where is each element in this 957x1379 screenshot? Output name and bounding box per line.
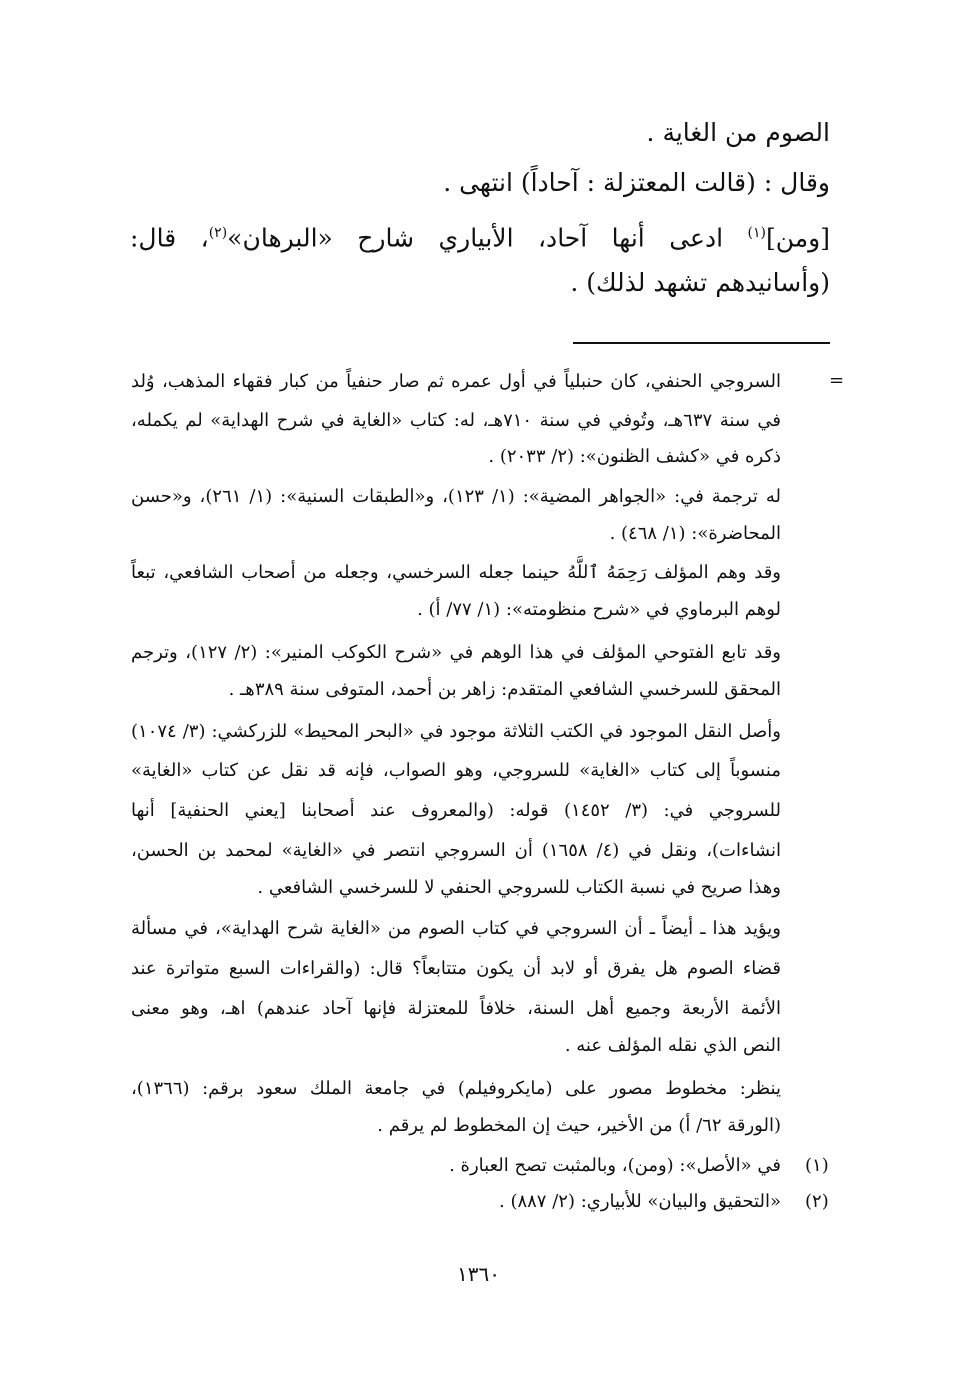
footnote-line: السروجي الحنفي، كان حنبلياً في أول عمره ثم صار حنفياً من كبار فقهاء المذهب، وُلد [131,371,781,392]
footnote-line: ينظر: مخطوط مصور على (مايكروفيلم) في جامعة الملك سعود برقم: (١٣٦٦)، [131,1078,781,1099]
footnote-line: قضاء الصوم هل يفرق أو لابد أن يكون متتابعاً؟ قال: (والقراءات السبع متواترة عند [131,958,781,979]
footnote-line: وهذا صريح في نسبة الكتاب للسروجي الحنفي لا للسرخسي الشافعي . [257,877,781,898]
page-number: ١٣٦٠ [457,1262,500,1286]
main-line-4: (وأسانيدهم تشهد لذلك) . [570,268,830,297]
note-text-1: في «الأصل»: (ومن)، وبالمثبت تصح العبارة . [449,1155,781,1176]
footnote-line: لوهم البرماوي في «شرح منظومته»: (١/ ٧٧/ أ) . [417,599,781,620]
note-number-2: (٢) [805,1191,829,1212]
footnote-line: له ترجمة في: «الجواهر المضية»: (١/ ١٢٣)، و«الطبقات السنية»: (١/ ٢٦١)، و«حسن [131,486,782,507]
footnote-line: الأئمة الأربعة وجميع أهل السنة، خلافاً للمعتزلة فإنها آحاد عندهم) اهـ، وهو معنى [131,998,781,1019]
footnote-line: انشاءات)، ونقل في (٤/ ١٦٥٨) أن السروجي انتصر في «الغاية» لمحمد بن الحسن، [131,840,782,861]
footnote-line: ذكره في «كشف الظنون»: (٢/ ٢٠٣٣) . [488,446,781,467]
continuation-mark: = [829,370,845,391]
footnote-line: للسروجي في: (٣/ ١٤٥٢) قوله: (والمعروف عند أصحابنا [يعني الحنفية] أنها [131,800,781,821]
footnote-line: المحقق للسرخسي الشافعي المتقدم: زاهر بن أحمد، المتوفى سنة ٣٨٩هـ . [228,679,781,700]
footnote-ref-2: (٢) [208,225,228,241]
footnote-line: وأصل النقل الموجود في الكتب الثلاثة موجود في «البحر المحيط» للزركشي: (٣/ ١٠٧٤) [131,721,781,742]
main-line-2: وقال : (قالت المعتزلة : آحاداً) انتهى . [443,168,830,197]
footnote-line: وقد تابع الفتوحي المؤلف في هذا الوهم في «شرح الكوكب المنير»: (٢/ ١٢٧)، وترجم [131,642,781,663]
footnote-line: في سنة ٦٣٧هـ، وتُوفي في سنة ٧١٠هـ، له: كتاب «الغاية في شرح الهداية» لم يكمله، [131,410,781,431]
main-line-1: الصوم من الغاية . [646,118,830,147]
footnote-line: النص الذي نقله المؤلف عنه . [564,1035,781,1056]
main-line-3-end: ، قال: [130,223,209,253]
note-text-2: «التحقيق والبيان» للأبياري: (٢/ ٨٨٧) . [499,1191,781,1212]
footnote-line: المحاضرة»: (١/ ٤٦٨) . [609,523,781,544]
bracket-word: [ومن] [765,223,830,253]
footnote-line: (الورقة ٦٢/ أ) من الأخير، حيث إن المخطوط لم يرقم . [377,1115,781,1136]
footnote-line: ويؤيد هذا ـ أيضاً ـ أن السروجي في كتاب الصوم من «الغاية شرح الهداية»، في مسألة [131,918,781,939]
footnote-separator [573,342,830,344]
footnote-line: منسوباً إلى كتاب «الغاية» للسروجي، وهو الصواب، فإنه قد نقل عن كتاب «الغاية» [131,760,781,781]
main-line-3-mid: ادعى أنها آحاد، الأبياري شارح «البرهان» [227,223,748,253]
footnote-ref-1: (١) [747,225,766,241]
footnote-line: وقد وهم المؤلف رَحِمَهُ ٱللَّهُ حينما جعله السرخسي، وجعله من أصحاب الشافعي، تبعاً [131,562,781,583]
note-number-1: (١) [805,1155,829,1176]
main-line-3 [130,213,830,258]
